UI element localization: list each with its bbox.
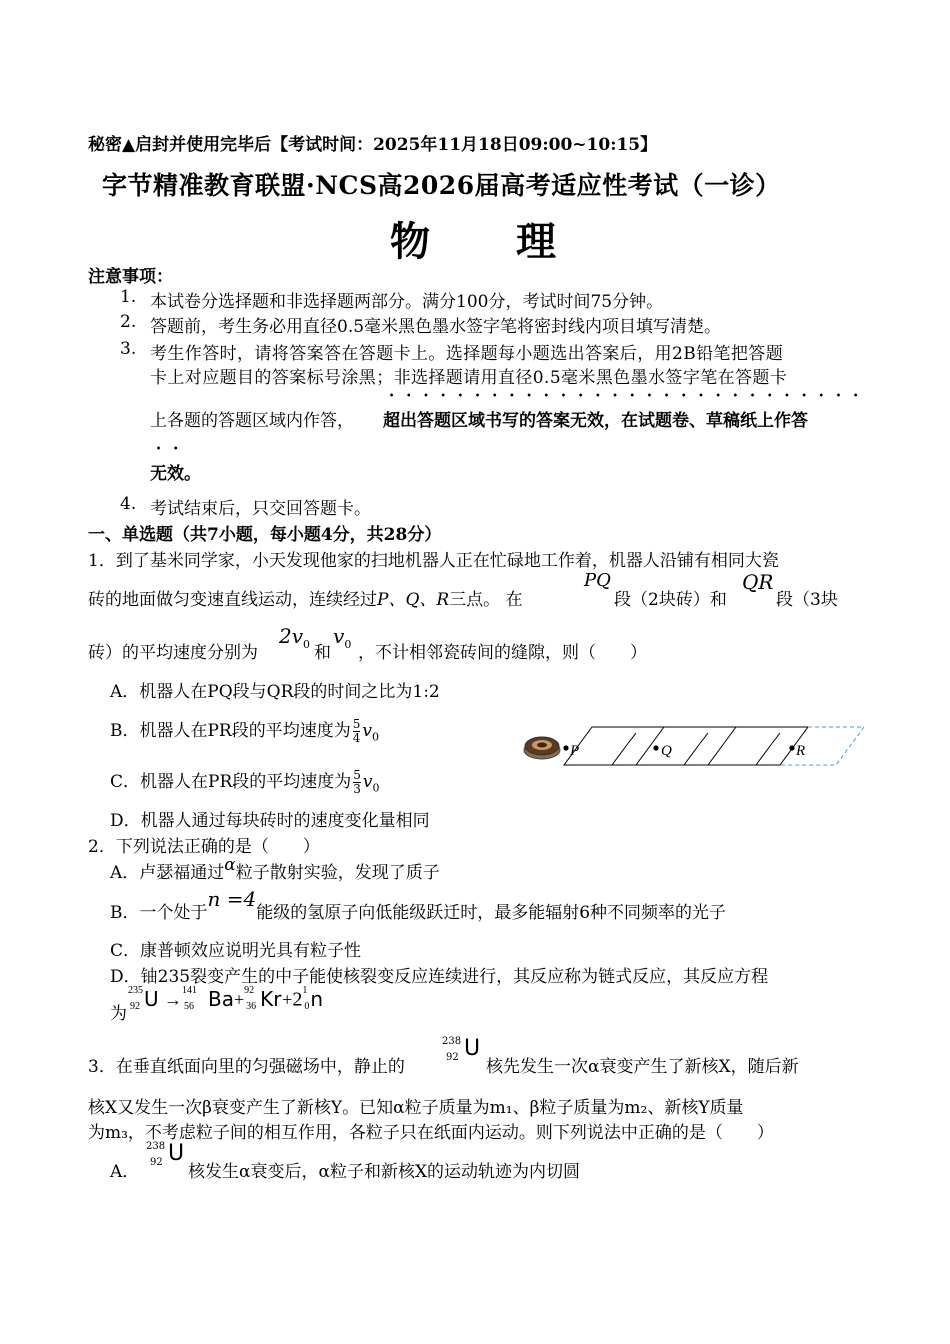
emphasis-dots-2 (150, 445, 190, 451)
point-q (653, 745, 658, 750)
q1-v1: $2v_0$ (279, 624, 311, 651)
notice-num-2: 2. (120, 312, 137, 332)
q1-line2c: 段（2块砖）和 (614, 590, 727, 610)
notice-item-3-line2: 卡上对应题目的答案标号涂黑；非选择题请用直径0.5毫米黑色墨水签字笔在答题卡 (150, 368, 788, 388)
q3-line1-post: 核先发生一次α衰变产生了新核X，随后新 (486, 1057, 799, 1077)
fission-equation: 235 92 U → 141 56 Ba + 92 36 Kr +2 1 0 n (128, 985, 323, 1012)
q3-option-a-post: 核发生α衰变后，α粒子和新核X的运动轨迹为内切圆 (188, 1162, 581, 1182)
label-r: R (796, 743, 806, 759)
notice-num-3: 3. (120, 339, 137, 359)
q1-seg-qr: QR (742, 570, 774, 594)
q1-line3a: 砖）的平均速度分别为 (88, 643, 258, 663)
notice-item-3-line3b: 超出答题区域书写的答案无效，在试题卷、草稿纸上作答 (383, 411, 808, 431)
notice-item-3-line3a: 上各题的答题区域内作答， (150, 411, 354, 431)
label-q: Q (661, 743, 672, 759)
q1-tile-figure (522, 718, 867, 778)
notice-num-1: 1. (120, 287, 137, 307)
notice-heading: 注意事项： (88, 267, 173, 287)
emphasis-dots-1 (383, 392, 863, 398)
q1-option-a: A．机器人在PQ段与QR段的时间之比为1:2 (110, 682, 440, 702)
point-p (563, 745, 568, 750)
q1-option-c: C．机器人在PR段的平均速度为 $\frac{5}{3}$ $v_0$ (110, 768, 380, 796)
notice-num-4: 4. (120, 494, 137, 514)
q2-option-b: B．一个处于n =4能级的氢原子向低能级跃迁时，最多能辐射6种不同频率的光子 (110, 887, 727, 923)
subject-title: 物 理 (390, 218, 558, 265)
q2-option-c: C．康普顿效应说明光具有粒子性 (110, 941, 362, 961)
q1-v2: $v_0$ (333, 624, 352, 651)
secret-header: 秘密▲启封并使用完毕后【考试时间：2025年11月18日09:00~10:15】 (88, 135, 658, 155)
q1-line2d: 段（3块 (776, 590, 838, 610)
q1-line3b: ，不计相邻瓷砖间的缝隙，则（ ） (358, 643, 647, 663)
q3-option-a-pre: A． (110, 1162, 140, 1182)
notice-item-4: 考试结束后，只交回答题卡。 (150, 499, 371, 519)
robot-vacuum-icon (524, 737, 560, 759)
notice-item-3-line4: 无效。 (150, 464, 201, 484)
q3-line3: 为m₃，不考虑粒子间的相互作用，各粒子只在纸面内运动。则下列说法中正确的是（ ） (88, 1123, 774, 1143)
notice-item-1: 本试卷分选择题和非选择题两部分。满分100分，考试时间75分钟。 (150, 292, 664, 312)
exam-title: 字节精准教育联盟·NCS高2026届高考适应性考试（一诊） (102, 171, 781, 200)
notice-item-2: 答题前，考生务必用直径0.5毫米黑色墨水签字笔将密封线内项目填写清楚。 (150, 317, 722, 337)
q2-option-d-pre: 为 (110, 1004, 127, 1024)
q1-points: P、Q、R (377, 590, 450, 610)
section-heading: 一、单选题（共7小题，每小题4分，共28分） (88, 525, 442, 545)
q2-option-d-line1: D．铀235裂变产生的中子能使核裂变反应连续进行，其反应称为链式反应，其反应方程 (110, 967, 769, 987)
q1-option-b: B．机器人在PR段的平均速度为 $\frac{5}{4}$ $v_0$ (110, 717, 379, 745)
q3-line2: 核X又发生一次β衰变产生了新核Y。已知α粒子质量为m₁、β粒子质量为m₂、新核Y质量 (88, 1098, 744, 1118)
label-p: P (570, 743, 580, 759)
notice-item-3-line1: 考生作答时，请将答案答在答题卡上。选择题每小题选出答案后，用2B铅笔把答题 (150, 344, 784, 364)
q3-option-a-nucleus: 238 92 U (146, 1141, 185, 1168)
q3-uranium-nucleus: 238 92 U (442, 1036, 481, 1063)
q1-and: 和 (314, 643, 331, 663)
q1-option-d: D．机器人通过每块砖时的速度变化量相同 (110, 811, 430, 831)
q1-line1: 1．到了基米同学家，小天发现他家的扫地机器人正在忙碌地工作着，机器人沿铺有相同大瓷 (88, 551, 779, 571)
point-r (789, 745, 794, 750)
q1-line2: 砖的地面做匀变速直线运动，连续经过P、Q、R三点。 在 (88, 590, 523, 610)
q2-option-a: A．卢瑟福通过α粒子散射实验，发现了质子 (110, 855, 440, 883)
q2-stem: 2．下列说法正确的是（ ） (88, 837, 320, 857)
q1-seg-pq: PQ (584, 570, 611, 591)
q3-line1-pre: 3．在垂直纸面向里的匀强磁场中，静止的 (88, 1057, 405, 1077)
